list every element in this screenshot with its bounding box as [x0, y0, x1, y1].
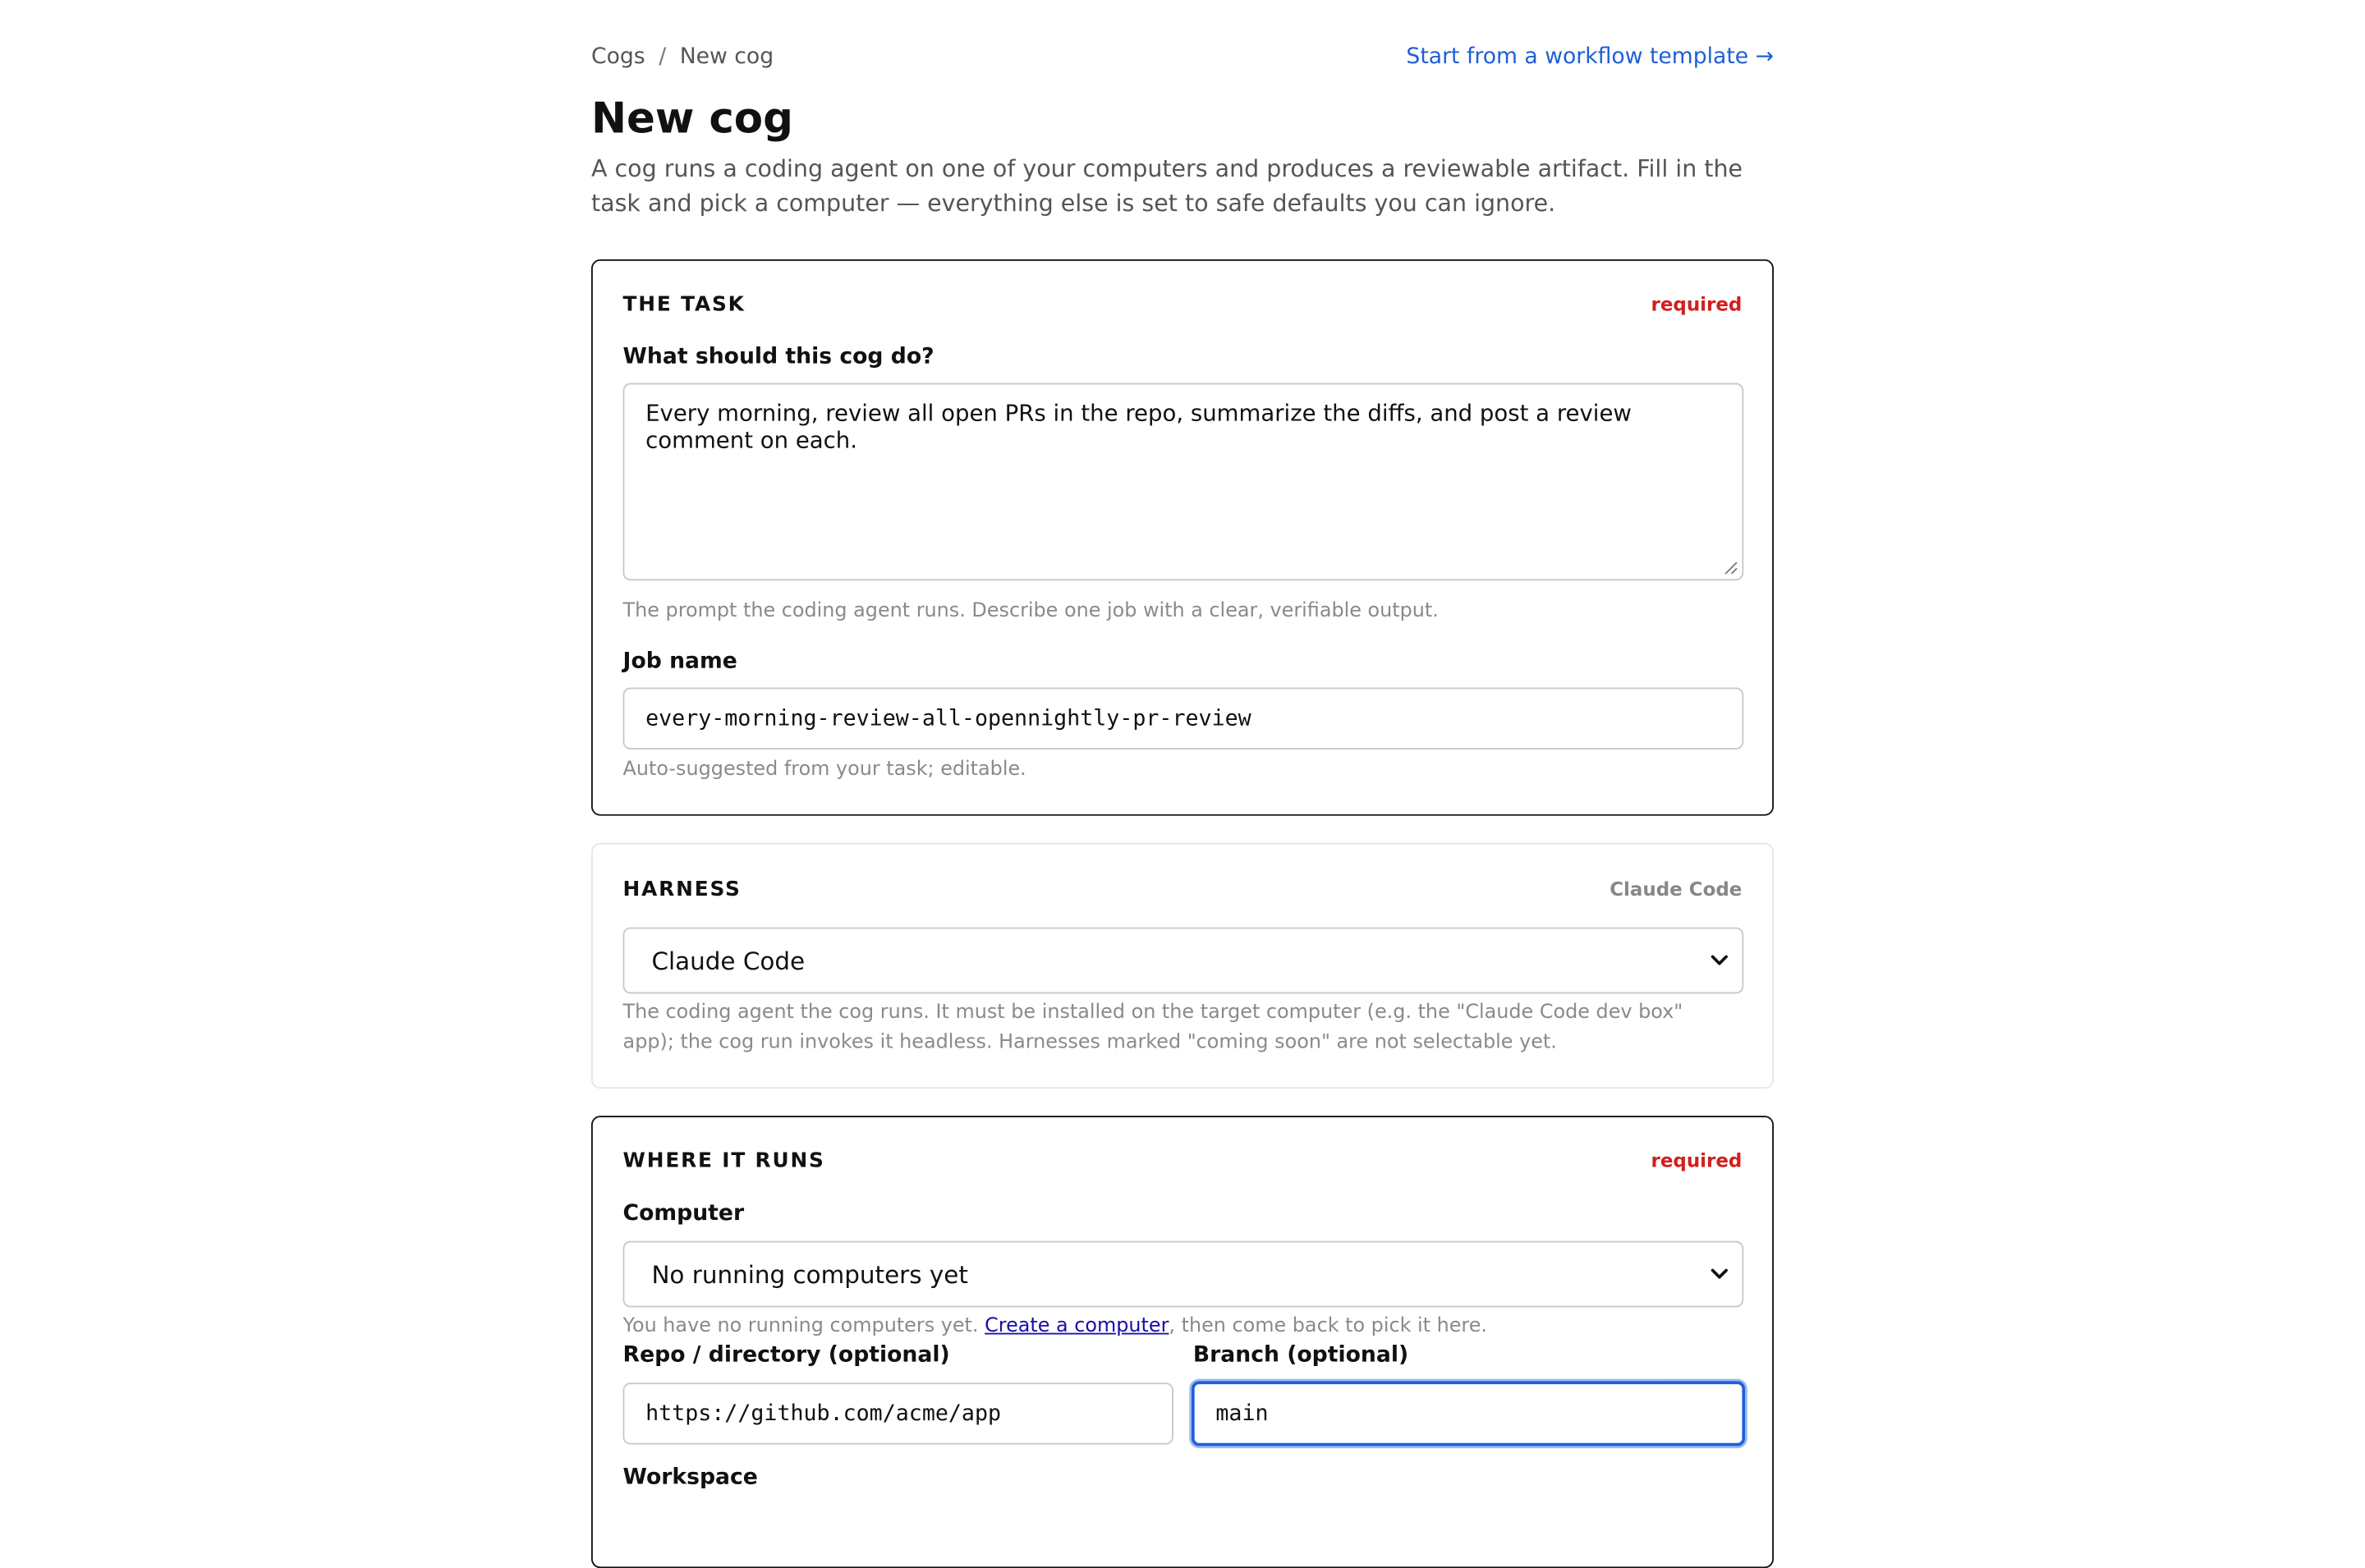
computer-hint [623, 1312, 1487, 1342]
computer-select[interactable] [623, 1241, 1744, 1308]
chevron-down-icon [1711, 955, 1729, 967]
workspace-label: Workspace [622, 1465, 758, 1490]
chevron-down-icon [1711, 1268, 1729, 1281]
harness-select[interactable] [623, 928, 1744, 994]
task-card [591, 259, 1774, 816]
top-bar [591, 45, 1774, 76]
harness-card [591, 843, 1774, 1089]
where-heading: WHERE IT RUNS [622, 1148, 825, 1173]
where-required-badge: required [1651, 1148, 1743, 1172]
repo-label: Repo / directory (optional) [622, 1343, 950, 1368]
where-card-header [623, 1149, 1743, 1176]
harness-current-badge: Claude Code [1610, 877, 1743, 901]
task-prompt-label: What should this cog do? [622, 345, 935, 369]
create-computer-link[interactable]: Create a computer [985, 1314, 1169, 1338]
resize-handle-icon[interactable] [1724, 561, 1738, 575]
task-prompt-textarea[interactable] [623, 383, 1744, 581]
branch-input[interactable]: main [1192, 1381, 1745, 1446]
page-intro: A cog runs a coding agent on one of your computers and produces a reviewable artifact. Fill in the task and pick a computer — everything else is set to safe defaults you can ignore. [590, 155, 1743, 218]
computer-hint-text: You have no running computers yet. [622, 1314, 985, 1338]
harness-selected-value: Claude Code [651, 946, 806, 975]
computer-label: Computer [622, 1201, 745, 1226]
task-heading: THE TASK [622, 292, 746, 317]
breadcrumb-cogs-link[interactable]: Cogs [590, 45, 645, 70]
job-name-input[interactable]: every-morning-review-all-opennightly-pr-review [623, 688, 1744, 750]
breadcrumb-separator: / [659, 45, 667, 70]
task-prompt-text: Every morning, review all open PRs in the repo, summarize the diffs, and post a review comment on each. [645, 399, 1632, 454]
job-name-hint: Auto-suggested from your task; editable. [622, 758, 1026, 782]
task-card-header [623, 292, 1743, 319]
task-prompt-hint: The prompt the coding agent runs. Describe one job with a clear, verifiable output. [622, 600, 1439, 623]
job-name-label: Job name [622, 649, 737, 675]
breadcrumb-current: New cog [679, 45, 774, 70]
computer-hint-text-end: , then come back to pick it here. [1169, 1314, 1487, 1338]
branch-label: Branch (optional) [1192, 1343, 1409, 1368]
repo-input[interactable]: https://github.com/acme/app [623, 1382, 1173, 1444]
harness-card-header [623, 878, 1743, 905]
workflow-template-link[interactable]: Start from a workflow template → [1406, 45, 1774, 70]
breadcrumb [591, 45, 774, 69]
computer-selected-value: No running computers yet [651, 1259, 968, 1289]
page-title: New cog [590, 93, 793, 144]
where-card [591, 1116, 1774, 1568]
harness-heading: HARNESS [622, 877, 742, 902]
harness-hint: The coding agent the cog runs. It must be installed on the target computer (e.g. the "Claude Code dev box" app); the cog run invokes it headless. Harnesses marked "coming soon" are not selectable yet. [622, 1001, 1683, 1054]
task-required-badge: required [1651, 292, 1743, 315]
